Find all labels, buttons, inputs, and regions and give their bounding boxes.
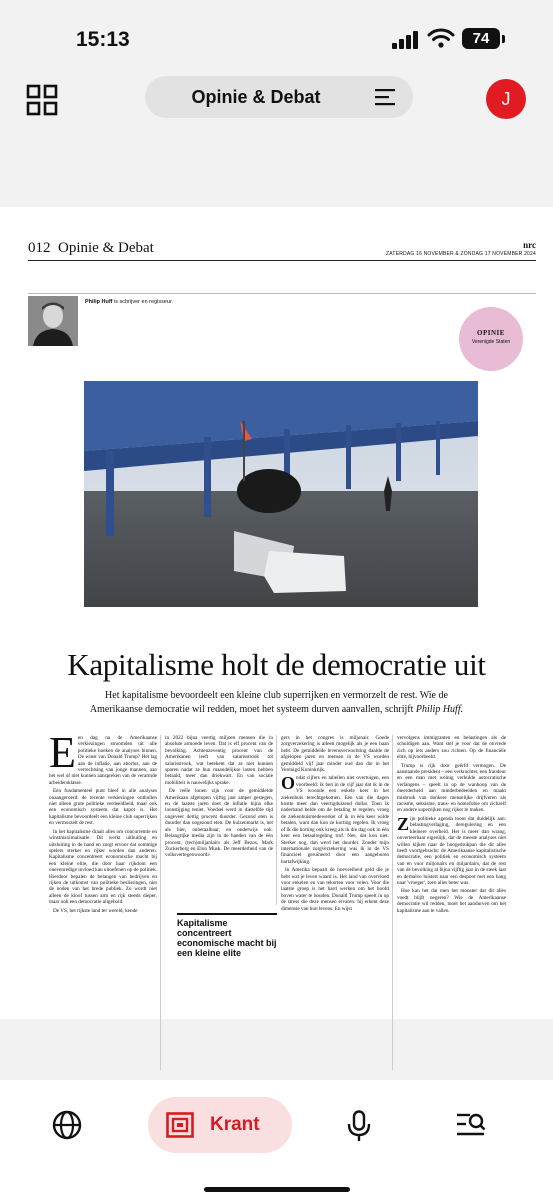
article-body: [49, 728, 509, 1080]
author-photo: [28, 296, 78, 346]
pull-quote: Kapitalisme concentreert economische macht bij een kleine elite: [177, 913, 277, 958]
bottom-tab-bar: [0, 1080, 553, 1200]
page-date: ZATERDAG 16 NOVEMBER & ZONDAG 17 NOVEMBER 2024: [386, 251, 536, 257]
column-4: vervolgens immigranten en belastingen als de schuldigen aan. Want stel je voor dat de onvrede zich op iets anders zou richten. Op de financiële elite, bijvoorbeeld. Trump is rijk door geërfd vermogen. De aanstaande president – een verkrachter, een fraudeur en een man met weinig verhulde autocratische verlangens – speelt in op de wanhoop van de meerderheid aan minderbedeelden en maakt misbruik van donkere menselijke drijfveren als racisme, seksisme, trans- en homofobie om zichzelf en andere superrijken nog rijker te maken. Z ijn politieke agenda toont dat duidelijk aan: belastingverlaging, deregulering en een kleinere overheid. Het is meer dan wrang, onverteerbaar eigenlijk, dat de meeste analyses niet willen kijken naar de hoogedrukpan die dit alles heeft voortgebracht: de Amerikaanse kapitalistische democratie, een politiek en economisch systeem van en voor miljonairs en miljardairs, dat de rest van de bevolking al bijna vijftig jaar in de steek laat en derhalve luistert naar een despoot met een hang naar 'vroeger', toen alles beter was. Hoe kan het dat men het monster dat dit alles voedt blijft negeren? Wie de Amerikaanse democratie wil redden, moet het aandurven om het kapitalisme aan te vallen.: [397, 735, 506, 914]
globe-icon[interactable]: [52, 1110, 82, 1140]
section-title: Opinie & Debat: [191, 87, 321, 107]
nrc-logo: nrc: [523, 240, 536, 250]
user-avatar[interactable]: J: [486, 79, 526, 119]
article-photo: [84, 381, 478, 617]
column-3: gers in het congres is miljonair. Goede zorgverzekering is alleen mogelijk als je een baan hebt. De gemiddelde levensverwachting daalde de afgelopen jaren en mensen in de VS worden gemiddeld vijf jaar minder oud dan die in het Verenigd Koninkrijk. O ndat cijfers en tabellen niet overtuigen, een voorbeeld: ik ben in de vijf jaar dat ik in de VS woonde een enkele keer in het ziekenhuis terechtgekomen. Eén van die dagen kostte meer dan veertigduizend dollar. Toen ik naderhand belde om de betaling te regelen, vroeg de ziekenhuismedewerker of ik in één keer wilde betalen, want dan kon ze korting regelen. Ik vroeg of ik die korting ook kreeg als ik die dag ook in één keer een betaalregeling trof. Nee, dat kon niet. Sterker nog, dan werd het duurder. Zonder mijn internationale zorgverzekering was ik in de VS financieel geruïneerd door een aangeboren hartafwijking. In Amerika bepaalt de hoeveelheid geld die je hebt wat je leven waard is. Het land van overvloed voor enkelen en van tekorten voor velen. Voor die laatste groep is het hard werken om het hoofd boven water te houden. Donald Trump speelt in op de stress die deze mensen ervaren: hij erkent deze dimensie van hun levens. En wijst: [281, 735, 393, 1070]
battery-tip: [502, 35, 505, 43]
tab-krant-label: Krant: [210, 1114, 260, 1135]
column-1: E en dag na de Amerikaanse verkiezingen stroomden uit alle politieke hoeken de analyses binnen. De winst van Donald Trump? Het lag aan de inflatie, aan abortus, aan de verrechtsing van jonge mannen, aan het wel of niet kunnen aanspreken van de verarmde arbeidersklasse. Eén fundamenteel punt bleef in alle analyses onaangeroerd: de recente verkiezingen onthullen niet alleen grote politieke verdeeldheid, maar ook een economisch systeem dat kapot is. Het kapitalisme bevoordeelt een kleine club superrijken en vermorzelt de rest. In het kapitalisme draait alles om concurrentie en winstmaximalisatie. Dit werkt uitbuiting en uitsluiting in de hand en zorgt ervoor dat sommige spelers sterker en rijker worden dan anderen. Kapitalisme concentreert economische macht bij een kleine elite, die door haar rijkdom een onevenredige invloed kan uitoefenen op de politiek. Hierdoor bepalen de belangen van bedrijven en rijken de uitkomst van politieke beslissingen, niet de noden van het brede publiek. Zo wordt niet alleen de kloof tussen arm en rijk steeds dieper, maar ook een democratie uitgehold. De VS, het rijkste land ter wereld, kende: [49, 735, 161, 1070]
home-indicator: [204, 1187, 350, 1192]
dropcap: E: [49, 728, 76, 777]
page-number: 012 Opinie & Debat: [28, 240, 154, 256]
author-bio: Philip Huff is schrijver en regisseur.: [85, 299, 174, 305]
newspaper-icon: [166, 1112, 194, 1138]
menu-icon[interactable]: [375, 88, 395, 106]
column-2: in 2022 bijna veertig miljoen mensen die in absolute armoede leven. Dat is elf procent van de bevolking. Achtenzeventig procent van de Amerikanen leeft van salarisstrook tot salarisstrook, wat betekent dat ze niet kunnen sparen nadat ze hun maandelijkse lasten hebben betaald, meer dan driekwart. En van sociale mobiliteit is nauwelijks sprake. De reële lonen zijn voor de gemiddelde Amerikaan afgelopen vijftig jaar amper gestegen, en de laatste jaren doet de inflatie bijna elke loonstijging teniet. Voedsel werd in diezelfde tijd ongeveer dertig procent duurder. Gezond eten is duurder dan ongezond eten. De huizenmarkt is, net als hier, onbetaalbaar, en onderwijs ook. Belangrijke media zijn in de handen van de één procent, (tech)miljardairs als Jeff Bezos, Mark Zuckerberg en Elon Musk. De meerderheid van de volksvertegenwoordi-: [165, 735, 277, 905]
status-bar: [0, 0, 553, 70]
cellular-signal-icon: [392, 31, 418, 49]
article-area: [0, 607, 553, 1019]
app-bar: [0, 70, 553, 130]
article-intro: Het kapitalisme bevoordeelt een kleine club superrijken en vermorzelt de rest. Wie de Amerikaanse democratie wil redden, moet het systeem durven aanvallen, schrijft Philip Huff.: [89, 690, 464, 715]
opinie-badge: OPINIE Verenigde Staten: [459, 307, 523, 371]
status-time: 15:13: [76, 28, 130, 51]
article-headline: Kapitalisme holt de democratie uit: [67, 647, 486, 682]
section-selector[interactable]: [145, 76, 413, 118]
search-list-icon[interactable]: [456, 1112, 486, 1138]
microphone-icon[interactable]: [346, 1110, 372, 1142]
newspaper-page[interactable]: [0, 207, 553, 607]
tab-krant[interactable]: [148, 1097, 292, 1153]
pages-grid-icon[interactable]: [26, 84, 58, 116]
page-header: [28, 235, 536, 261]
battery-indicator: 74: [462, 28, 500, 49]
wifi-icon: [428, 28, 454, 48]
